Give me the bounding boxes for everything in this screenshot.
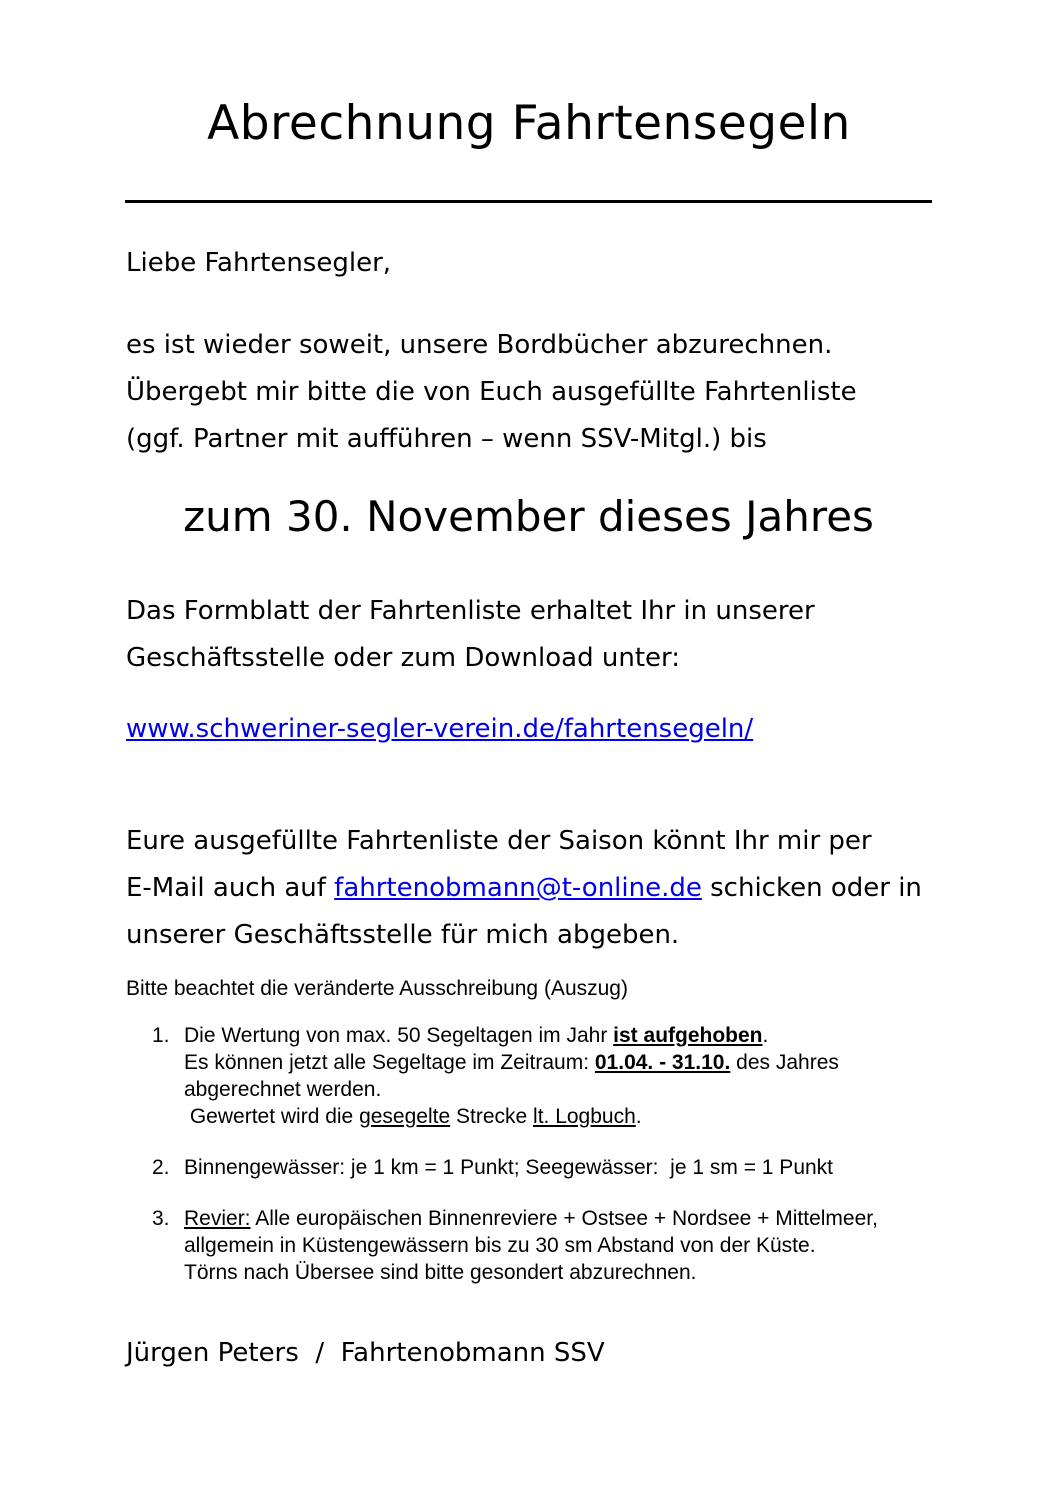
text-segment: E-Mail auch auf <box>126 873 335 903</box>
list-item-2 <box>152 1154 942 1181</box>
text-segment: Alle europäischen Binnenreviere + Ostsee + Nordsee + Mittelmeer, <box>250 1207 878 1230</box>
notice-heading: Bitte beachtet die veränderte Ausschreibung (Auszug) <box>126 977 628 1000</box>
list-item-number: 2. <box>152 1156 170 1179</box>
text-segment: es ist wieder soweit, unsere Bordbücher abzurechnen. <box>126 330 833 360</box>
text-segment: Übergebt mir bitte die von Euch ausgefüllte Fahrtenliste <box>126 377 857 407</box>
list-item-text <box>184 1154 942 1181</box>
text-segment: abgerechnet werden. <box>184 1078 382 1101</box>
text-segment: . <box>635 1105 642 1128</box>
list-item-text <box>184 1022 942 1130</box>
text-segment: des Jahres <box>730 1051 839 1074</box>
list-item-3 <box>152 1205 942 1286</box>
text-segment: Das Formblatt der Fahrtenliste erhaltet Ihr in unserer <box>126 596 815 626</box>
email-link[interactable]: fahrtenobmann@t-online.de <box>334 873 702 903</box>
text-segment: lt. Logbuch <box>533 1105 636 1128</box>
text-segment: gesegelte <box>359 1105 451 1128</box>
title-underline-rule <box>125 200 932 203</box>
text-segment: Es können jetzt alle Segeltage im Zeitraum: <box>184 1051 595 1074</box>
list-item-number: 3. <box>152 1207 170 1230</box>
text-segment: Strecke <box>450 1105 534 1128</box>
text-segment: unserer Geschäftsstelle für mich abgeben. <box>126 920 680 950</box>
email-paragraph <box>126 818 956 959</box>
text-segment: (ggf. Partner mit aufführen – wenn SSV-Mitgl.) bis <box>126 424 767 454</box>
text-segment: ist aufgehoben <box>613 1024 763 1047</box>
text-segment: Binnengewässer: je 1 km = 1 Punkt; Seegewässer: je 1 sm = 1 Punkt <box>184 1156 834 1179</box>
text-segment: Revier: <box>184 1207 251 1230</box>
form-info-paragraph <box>126 588 956 682</box>
text-segment: Gewertet wird die <box>184 1105 360 1128</box>
text-segment: . <box>762 1024 769 1047</box>
page-title: Abrechnung Fahrtensegeln <box>207 96 851 151</box>
intro-paragraph <box>126 322 956 463</box>
text-segment: Geschäftsstelle oder zum Download unter: <box>126 643 680 673</box>
list-item-1 <box>152 1022 942 1130</box>
numbered-list <box>152 1022 942 1286</box>
signature-line: Jürgen Peters / Fahrtenobmann SSV <box>126 1338 605 1368</box>
text-segment: Eure ausgefüllte Fahrtenliste der Saison könnt Ihr mir per <box>126 826 872 856</box>
list-item-number: 1. <box>152 1024 170 1047</box>
text-segment: Die Wertung von max. 50 Segeltagen im Jahr <box>184 1024 614 1047</box>
text-segment: allgemein in Küstengewässern bis zu 30 sm Abstand von der Küste. <box>184 1234 816 1257</box>
deadline-heading: zum 30. November dieses Jahres <box>183 492 874 541</box>
text-segment: Törns nach Übersee sind bitte gesondert abzurechnen. <box>184 1261 697 1284</box>
download-link[interactable]: www.schweriner-segler-verein.de/fahrtensegeln/ <box>126 714 754 744</box>
text-segment: schicken oder in <box>701 873 922 903</box>
list-item-text <box>184 1205 942 1286</box>
text-segment: 01.04. - 31.10. <box>594 1051 731 1074</box>
salutation: Liebe Fahrtensegler, <box>126 248 392 278</box>
